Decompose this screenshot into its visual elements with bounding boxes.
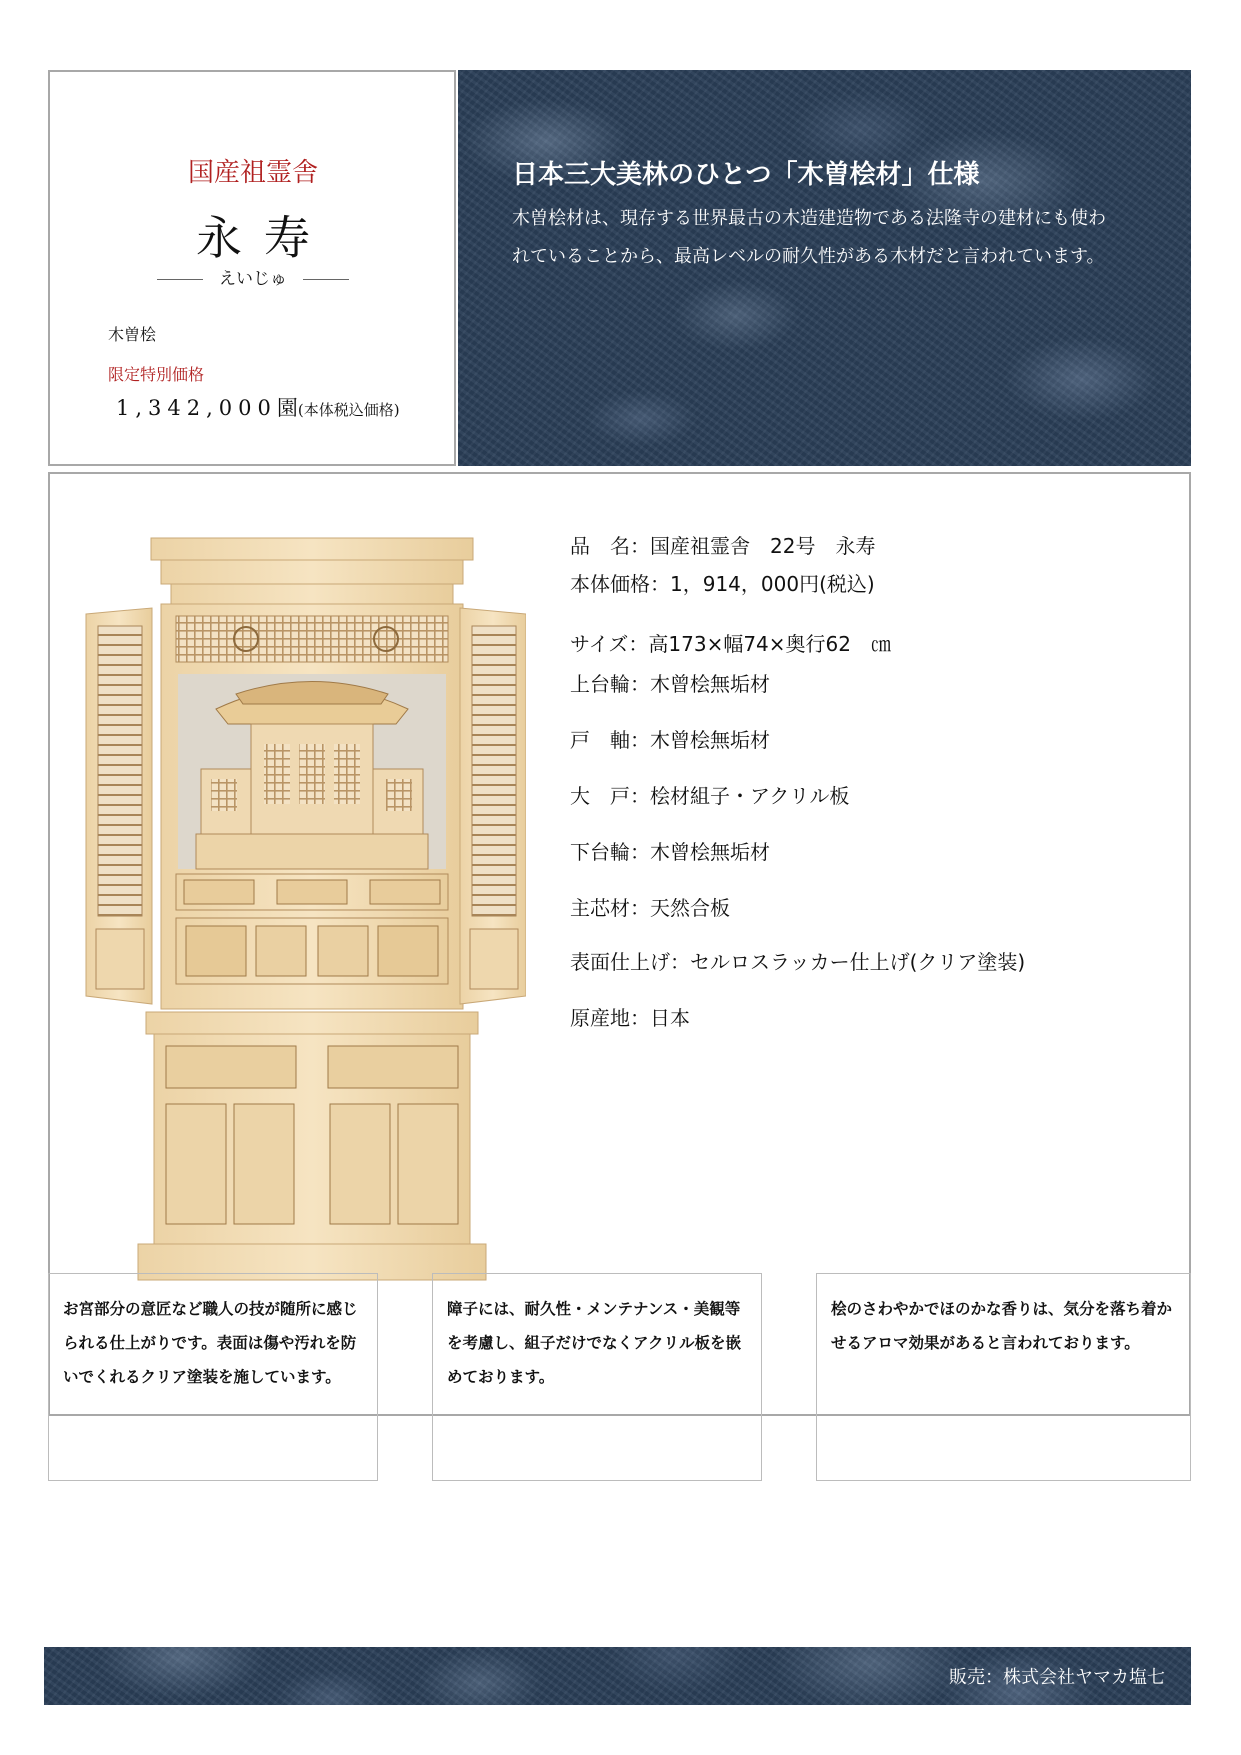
product-reading <box>50 264 456 289</box>
spec-label: 下台輪： <box>570 840 650 864</box>
product-name: 永寿 <box>196 211 332 265</box>
spec-label: 大 戸： <box>570 784 650 808</box>
spec-row <box>570 836 770 865</box>
spec-label: 上台輪： <box>570 672 650 696</box>
product-series: 国産祖霊舎 <box>187 158 318 188</box>
divider-line <box>157 279 203 280</box>
spec-value: 木曾桧無垢材 <box>650 728 770 752</box>
feature-box-shoji: 障子には、耐久性・メンテナンス・美観等を考慮し、組子だけでなくアクリル板を嵌めております。 <box>432 1273 762 1481</box>
footer-banner <box>44 1647 1191 1705</box>
spec-label: 原産地： <box>570 1006 650 1030</box>
spec-label: 主芯材： <box>570 896 650 920</box>
banner-title: 日本三大美林のひとつ「木曽桧材」仕様 <box>512 160 980 190</box>
spec-row <box>570 780 849 809</box>
spec-value: 国産祖霊舎 22号 永寿 <box>650 534 876 558</box>
feature-banner <box>458 70 1191 466</box>
spec-value: 天然合板 <box>650 896 730 920</box>
spec-label: 表面仕上げ： <box>570 950 690 974</box>
price-unit: 園 <box>276 396 298 420</box>
spec-value: 桧材組子・アクリル板 <box>650 784 850 808</box>
spec-row <box>570 568 875 597</box>
price-row <box>116 392 400 422</box>
product-material: 木曽桧 <box>108 325 157 344</box>
spec-label: サイズ： <box>570 632 649 656</box>
spec-row <box>570 724 770 753</box>
spec-row <box>570 892 730 921</box>
spec-value: 木曾桧無垢材 <box>650 672 770 696</box>
divider-line <box>303 279 349 280</box>
price-note: (本体税込価格) <box>297 401 400 419</box>
spec-value: 高173×幅74×奥行62 ㎝ <box>648 632 891 656</box>
feature-box-craftsmanship: お宮部分の意匠など職人の技が随所に感じられる仕上がりです。表面は傷や汚れを防いでくれるクリア塗装を施しています。 <box>48 1273 378 1481</box>
banner-body: 木曽桧材は、現存する世界最古の木造建造物である法隆寺の建材にも使われていることから、最高レベルの耐久性がある木材だと言われています。 <box>512 208 1106 267</box>
spec-row <box>570 946 1025 975</box>
spec-value: 1，914，000円(税込) <box>670 572 875 596</box>
seller-name: 販売：株式会社ヤマカ塩七 <box>949 1667 1165 1688</box>
shrine-cabinet-image <box>66 534 526 1354</box>
price-label: 限定特別価格 <box>108 365 205 384</box>
spec-row <box>570 1002 690 1031</box>
spec-row <box>570 628 891 657</box>
spec-value: 木曾桧無垢材 <box>650 840 770 864</box>
spec-label: 戸 軸： <box>570 728 650 752</box>
spec-row <box>570 668 770 697</box>
spec-row <box>570 530 875 559</box>
reading-text: えいじゅ <box>219 269 287 289</box>
spec-value: 日本 <box>650 1006 690 1030</box>
spec-value: セルロスラッカー仕上げ(クリア塗装) <box>690 950 1026 974</box>
product-title-box <box>48 70 456 466</box>
feature-box-aroma: 桧のさわやかでほのかな香りは、気分を落ち着かせるアロマ効果があると言われております。 <box>816 1273 1191 1481</box>
price-amount: 1,342,000 <box>116 396 277 420</box>
spec-label: 品 名： <box>570 534 650 558</box>
spec-label: 本体価格： <box>570 572 670 596</box>
